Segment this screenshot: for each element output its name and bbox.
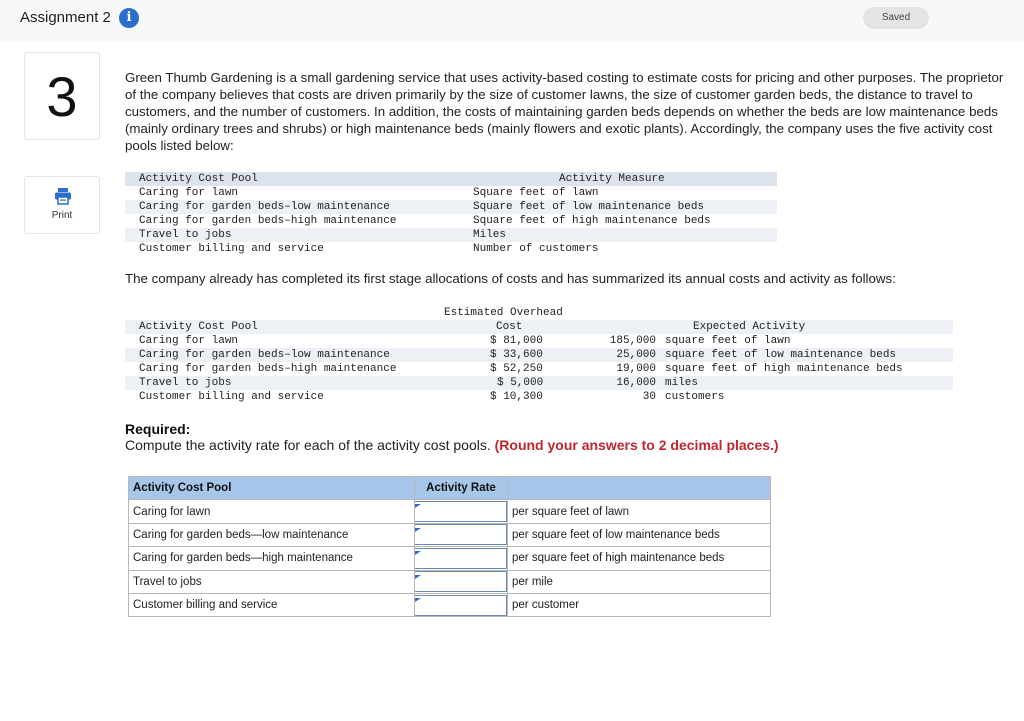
pool-measure: Miles (473, 229, 507, 241)
cost-value: $ 81,000 (490, 335, 543, 347)
pool-measure: Square feet of lawn (473, 187, 599, 199)
table-row (129, 593, 771, 616)
input-marker-icon (415, 551, 421, 555)
answer-unit: per customer (508, 593, 771, 616)
pool-name: Caring for lawn (139, 187, 239, 199)
rounding-note: (Round your answers to 2 decimal places.) (494, 437, 779, 453)
answer-pool-name: Caring for garden beds—low maintenance (129, 523, 415, 546)
question-prompt: Green Thumb Gardening is a small gardening service that uses activity-based costing to estimate costs for pricing and other purposes. The proprietor of the company believes that costs are driven primarily by the size of customer lawns, the size of customer garden beds, the distance to travel to customers, and the number of customers. In addition, the costs of maintaining garden beds depends on whether the beds are low maintenance beds (mainly ordinary trees and shrubs) or high maintenance beds (mainly flowers and exotic plants). Accordingly, the company uses the five activity cost pools listed below: (125, 70, 1004, 153)
pool-name: Caring for garden beds–low maintenance (139, 201, 390, 213)
question-number-box (24, 52, 100, 140)
answer-cell (415, 500, 508, 523)
activity-unit: customers (665, 391, 725, 403)
cost-header-line1: Estimated Overhead (444, 307, 563, 319)
answer-unit: per square feet of low maintenance beds (508, 523, 771, 546)
print-label: Print (51, 210, 73, 221)
pools-header-measure: Activity Measure (559, 173, 665, 185)
answer-pool-name: Travel to jobs (129, 570, 415, 593)
activity-quantity: 30 (642, 391, 656, 403)
table-row (129, 570, 771, 593)
input-marker-icon (415, 528, 421, 532)
cost-value: $ 52,250 (490, 363, 543, 375)
activity-rate-input-low-maintenance[interactable] (415, 524, 507, 545)
cost-header-line2: Cost (496, 321, 523, 333)
saved-status-badge: Saved (863, 7, 929, 29)
cost-value: $ 33,600 (490, 349, 543, 361)
cost-value: $ 10,300 (490, 391, 543, 403)
answer-header-pool: Activity Cost Pool (129, 477, 415, 500)
required-heading: Required: (125, 421, 191, 437)
question-number: 3 (46, 65, 78, 128)
assignment-title: Assignment 2 (20, 9, 111, 26)
table-row (129, 500, 771, 523)
input-marker-icon (415, 598, 421, 602)
answer-header-unit (508, 477, 771, 500)
cost-value: $ 5,000 (497, 377, 544, 389)
activity-rate-input-billing[interactable] (415, 595, 507, 616)
activity-rate-input-travel[interactable] (415, 571, 507, 592)
print-button[interactable] (24, 176, 100, 234)
table-row (129, 547, 771, 570)
activity-unit: square feet of high maintenance beds (665, 363, 903, 375)
top-bar (0, 0, 1024, 42)
pool-measure: Number of customers (473, 243, 599, 255)
cost-header-activity: Expected Activity (693, 321, 806, 333)
table-row (129, 523, 771, 546)
cost-pool-name: Travel to jobs (139, 377, 232, 389)
activity-rate-input-lawn[interactable] (415, 501, 507, 522)
answer-cell (415, 593, 508, 616)
answer-cell (415, 547, 508, 570)
activity-unit: square feet of low maintenance beds (665, 349, 897, 361)
activity-quantity: 16,000 (616, 377, 656, 389)
info-icon[interactable]: i (119, 8, 139, 28)
answer-header-rate: Activity Rate (415, 477, 508, 500)
activity-quantity: 25,000 (616, 349, 656, 361)
question-paragraph-2: The company already has completed its first stage allocations of costs and has summarized its annual costs and activity as follows: (125, 271, 896, 286)
answer-pool-name: Caring for lawn (129, 500, 415, 523)
cost-pool-name: Caring for garden beds–low maintenance (139, 349, 390, 361)
cost-pool-name: Caring for garden beds–high maintenance (139, 363, 397, 375)
answer-table-header (129, 477, 771, 500)
activity-rate-input-high-maintenance[interactable] (415, 548, 507, 569)
pool-measure: Square feet of low maintenance beds (473, 201, 705, 213)
answer-pool-name: Caring for garden beds—high maintenance (129, 547, 415, 570)
pool-name: Caring for garden beds–high maintenance (139, 215, 397, 227)
pools-header-pool: Activity Cost Pool (139, 173, 258, 185)
printer-icon (54, 187, 72, 205)
activity-unit: square feet of lawn (665, 335, 791, 347)
pool-name: Travel to jobs (139, 229, 232, 241)
cost-header-pool: Activity Cost Pool (139, 321, 258, 333)
answer-cell (415, 570, 508, 593)
answer-pool-name: Customer billing and service (129, 593, 415, 616)
cost-pool-name: Customer billing and service (139, 391, 324, 403)
input-marker-icon (415, 504, 421, 508)
pool-name: Customer billing and service (139, 243, 324, 255)
pool-measure: Square feet of high maintenance beds (473, 215, 711, 227)
activity-unit: miles (665, 377, 699, 389)
input-marker-icon (415, 575, 421, 579)
cost-pool-name: Caring for lawn (139, 335, 239, 347)
answer-unit: per square feet of lawn (508, 500, 771, 523)
required-instruction: Compute the activity rate for each of the activity cost pools. (125, 437, 491, 453)
answer-unit: per mile (508, 570, 771, 593)
answer-table (128, 476, 771, 617)
required-text (125, 437, 779, 453)
activity-quantity: 19,000 (616, 363, 656, 375)
answer-unit: per square feet of high maintenance beds (508, 547, 771, 570)
answer-cell (415, 523, 508, 546)
activity-quantity: 185,000 (609, 335, 656, 347)
